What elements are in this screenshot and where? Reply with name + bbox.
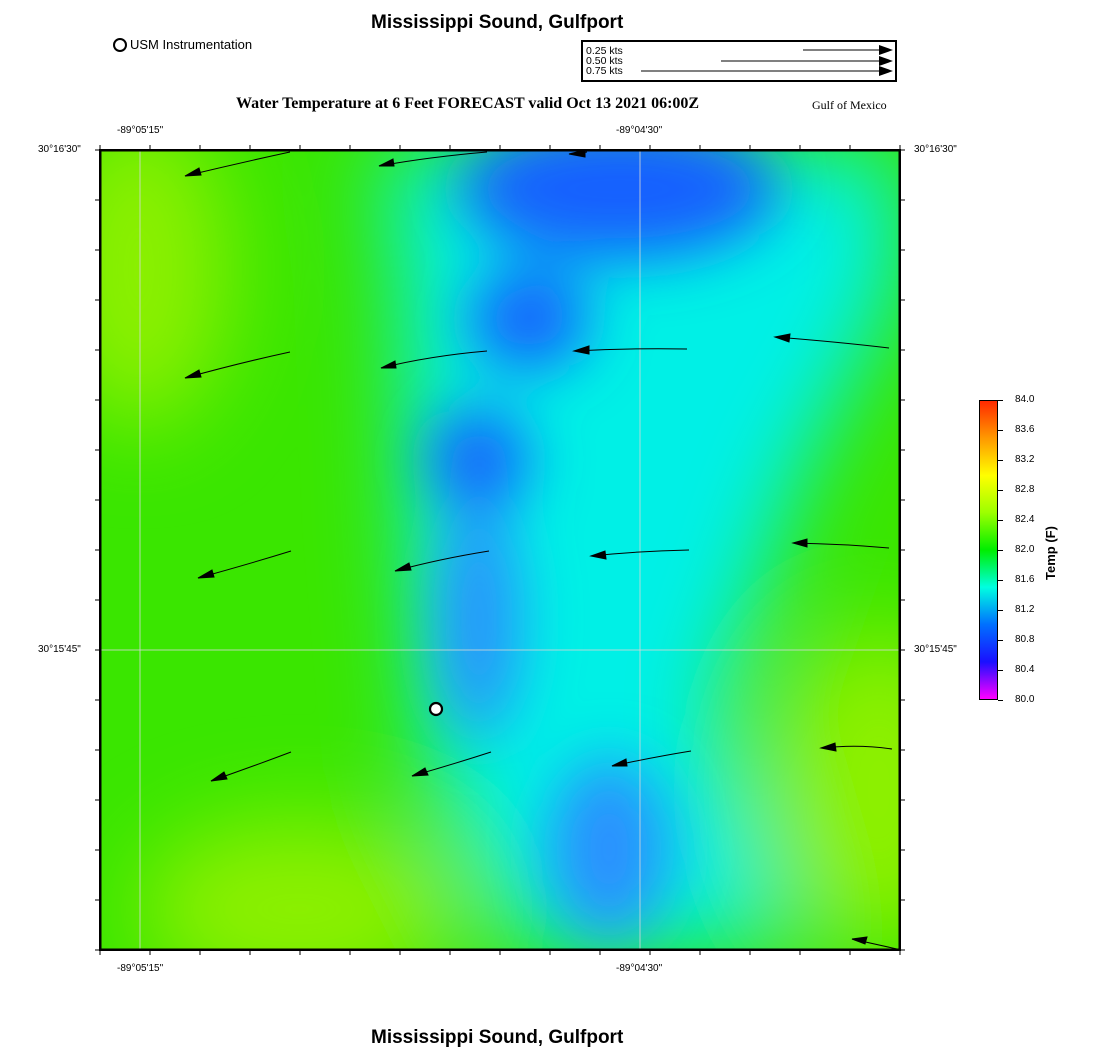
lon-tick-bottom-2: -89°04'30" xyxy=(616,963,663,974)
circle-marker-icon xyxy=(113,38,127,52)
colorbar-tick-mark xyxy=(998,490,1003,491)
lat-tick-right-1: 30°16'30" xyxy=(914,144,957,155)
lon-tick-top-1: -89°05'15" xyxy=(117,125,164,136)
colorbar-tick-label: 82.8 xyxy=(1015,484,1035,495)
vector-key-label-025: 0.25 kts xyxy=(586,45,623,57)
colorbar-tick-label: 82.4 xyxy=(1015,514,1035,525)
vector-key-arrowhead-025 xyxy=(879,45,893,55)
colorbar-tick-label: 83.2 xyxy=(1015,454,1035,465)
vector-key-arrowhead-050 xyxy=(879,56,893,66)
vector-key-arrowhead-075 xyxy=(879,66,893,76)
vector-key xyxy=(581,40,897,82)
field-blue-channel xyxy=(439,499,519,739)
colorbar-tick-label: 82.0 xyxy=(1015,544,1035,555)
colorbar-tick-mark xyxy=(998,400,1003,401)
colorbar-tick-label: 80.8 xyxy=(1015,634,1035,645)
colorbar-gradient xyxy=(979,400,998,700)
field-blue-mid xyxy=(469,269,589,369)
map-title-bottom: Mississippi Sound, Gulfport xyxy=(371,1027,624,1048)
lat-tick-left-2: 30°15'45" xyxy=(38,644,81,655)
colorbar-tick-mark xyxy=(998,430,1003,431)
colorbar-tick-mark xyxy=(998,520,1003,521)
colorbar-tick-mark xyxy=(998,550,1003,551)
vector-key-label-075: 0.75 kts xyxy=(586,65,623,77)
field-blue-central xyxy=(429,409,529,509)
colorbar-tick-mark xyxy=(998,670,1003,671)
lat-tick-left-1: 30°16'30" xyxy=(38,144,81,155)
colorbar-tick-label: 80.4 xyxy=(1015,664,1035,675)
vector-key-arrows xyxy=(583,42,895,80)
colorbar-tick-mark xyxy=(998,460,1003,461)
station-legend-label: USM Instrumentation xyxy=(130,37,253,52)
map-title-top: Mississippi Sound, Gulfport xyxy=(371,12,624,33)
colorbar-tick-mark xyxy=(998,580,1003,581)
field-blue-south xyxy=(549,759,669,939)
lat-tick-right-2: 30°15'45" xyxy=(914,644,957,655)
map-subtitle: Water Temperature at 6 Feet FORECAST valid Oct 13 2021 06:00Z xyxy=(236,95,700,112)
station-legend xyxy=(113,37,283,53)
vector-key-label-050: 0.50 kts xyxy=(586,55,623,67)
colorbar-tick-mark xyxy=(998,640,1003,641)
colorbar-tick-label: 83.6 xyxy=(1015,424,1035,435)
usm-station-marker xyxy=(430,703,442,715)
colorbar-tick-mark xyxy=(998,610,1003,611)
region-label: Gulf of Mexico xyxy=(812,98,887,112)
colorbar xyxy=(979,400,999,700)
colorbar-label: Temp (F) xyxy=(1043,526,1058,580)
colorbar-tick-label: 81.2 xyxy=(1015,604,1035,615)
colorbar-tick-label: 81.6 xyxy=(1015,574,1035,585)
temperature-map[interactable] xyxy=(99,149,901,951)
lon-tick-top-2: -89°04'30" xyxy=(616,125,663,136)
lon-tick-bottom-1: -89°05'15" xyxy=(117,963,164,974)
colorbar-tick-label: 84.0 xyxy=(1015,394,1035,405)
colorbar-tick-label: 80.0 xyxy=(1015,694,1035,705)
colorbar-tick-mark xyxy=(998,700,1003,701)
